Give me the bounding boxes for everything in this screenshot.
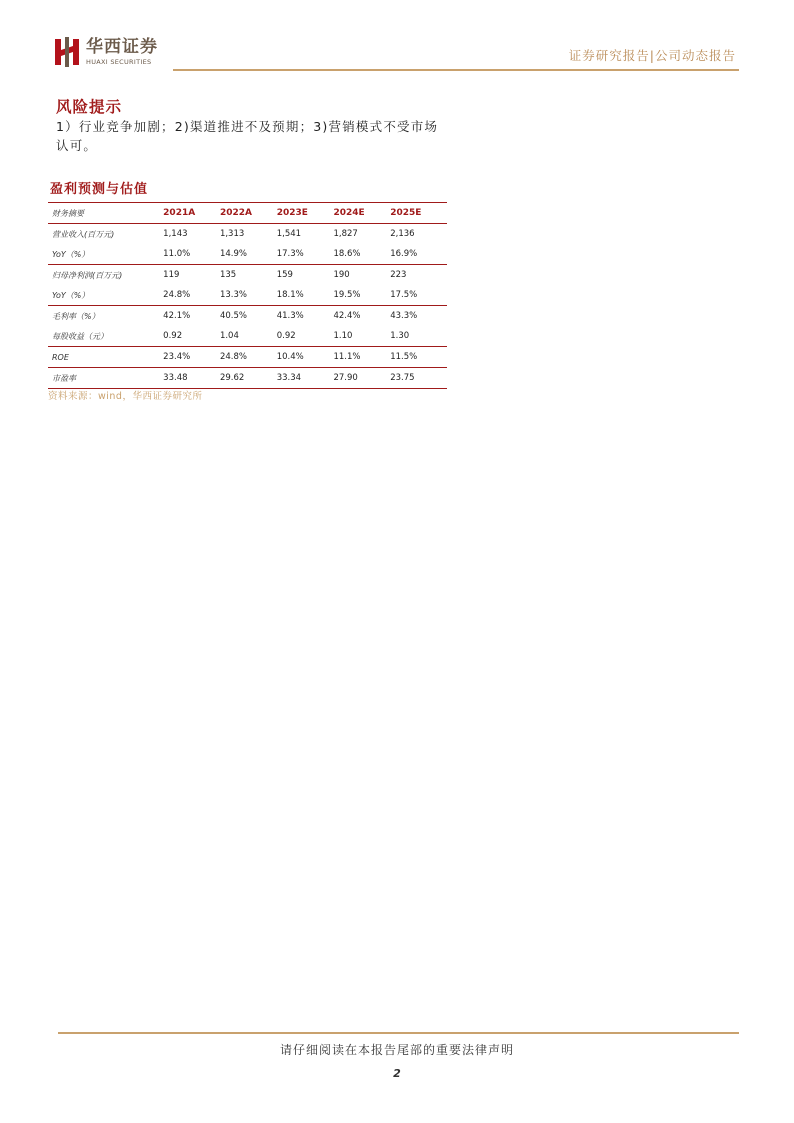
forecast-table-title: 盈利预测与估值 [50,182,149,197]
financial-summary-table [48,202,447,389]
row-label: 毛利率（%） [52,311,100,321]
row-label: YoY（%） [52,290,90,300]
table-cell: 119 [163,270,180,280]
table-cell: 17.3% [276,249,304,259]
row-label: 每股收益（元） [52,331,108,341]
table-cell: 24.8% [163,290,191,300]
row-label: 市盈率 [52,373,76,383]
table-header-row [48,203,447,224]
table-cell: 43.3% [390,311,418,321]
row-label: ROE [52,352,69,362]
table-cell: 23.75 [390,373,415,383]
table-cell: 29.62 [219,373,245,383]
header-divider [173,69,739,71]
table-cell: 27.90 [333,373,358,383]
table-row [48,368,447,389]
table-cell: 17.5% [390,290,418,300]
table-row [48,244,447,265]
table-cell: 16.9% [390,249,418,259]
table-cell: 18.6% [333,249,361,259]
table-cell: 1,827 [333,229,358,239]
page-number: 2 [393,1067,401,1080]
table-row [48,347,447,368]
data-source-note: 资料来源：wind，华西证券研究所 [48,391,203,402]
table-cell: 2,136 [390,229,415,239]
table-cell: 41.3% [276,311,304,321]
table-cell: 0.92 [163,331,183,341]
table-cell: 190 [333,270,350,280]
company-logo [54,37,158,67]
legal-notice: 请仔细阅读在本报告尾部的重要法律声明 [279,1043,514,1057]
table-cell: 40.5% [219,311,247,321]
table-cell: 159 [276,270,293,280]
risk-section-title: 风险提示 [56,98,123,116]
report-type-label: 证券研究报告|公司动态报告 [568,48,736,63]
table-cell: 11.0% [163,249,191,259]
table-cell: 1.30 [390,331,410,341]
table-row [48,265,447,286]
table-cell: 223 [390,270,407,280]
table-row [48,306,447,327]
table-cell: 1,143 [163,229,188,239]
table-header-label: 财务摘要 [52,208,84,218]
table-cell: 11.1% [333,352,361,362]
table-cell: 24.8% [219,352,247,362]
table-cell: 13.3% [219,290,247,300]
table-row [48,285,447,306]
table-cell: 1.10 [333,331,353,341]
table-cell: 42.4% [333,311,361,321]
table-cell: 135 [219,270,237,280]
year-header: 2023E [276,208,308,218]
table-cell: 18.1% [276,290,304,300]
table-cell: 1,541 [276,229,302,239]
table-cell: 1,313 [219,229,245,239]
logo-chinese-name: 华西证券 [86,37,158,57]
table-cell: 33.48 [163,373,188,383]
table-cell: 14.9% [219,249,247,259]
year-header: 2024E [333,208,365,218]
year-header: 2021A [163,208,196,218]
table-cell: 33.34 [276,373,302,383]
table-row [48,326,447,347]
table-cell: 42.1% [163,311,191,321]
huaxi-logo-icon [54,37,80,67]
table-cell: 0.92 [276,331,296,341]
logo-english-name: HUAXI SECURITIES [86,58,152,66]
year-header: 2025E [390,208,422,218]
row-label: 营业收入(百万元) [52,229,115,239]
table-cell: 10.4% [276,352,304,362]
row-label: 归母净利润(百万元) [52,270,123,280]
table-row [48,224,447,245]
year-header: 2022A [219,208,252,218]
row-label: YoY（%） [52,249,90,259]
table-cell: 19.5% [333,290,361,300]
table-cell: 1.04 [219,331,239,341]
table-cell: 23.4% [163,352,191,362]
table-cell: 11.5% [390,352,418,362]
footer-divider [58,1032,739,1034]
risk-section-text: 1）行业竞争加剧；2)渠道推进不及预期；3)营销模式不受市场认可。 [56,119,439,153]
